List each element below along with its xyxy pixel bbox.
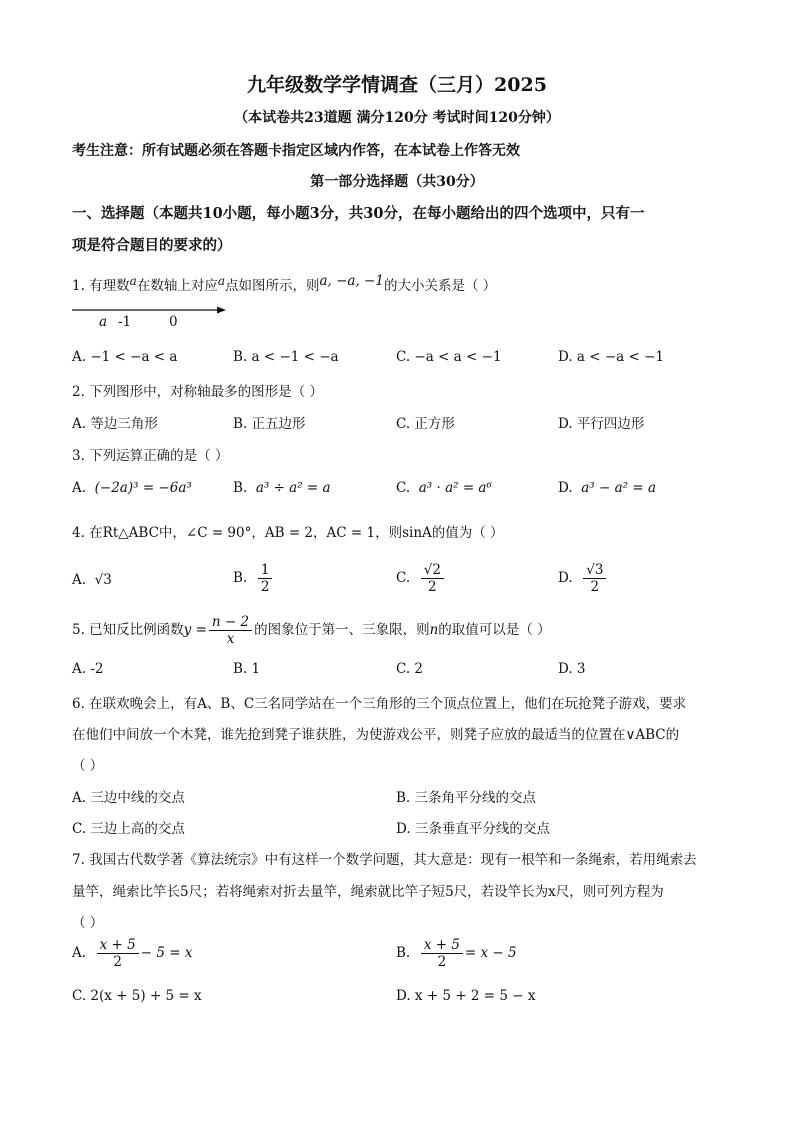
q2-option-b[interactable]: B. 正五边形 [233,416,306,432]
q4-b-label: B. [233,570,248,586]
q4-d-den: 2 [590,579,600,595]
q5-option-b[interactable]: B. 1 [233,661,261,677]
q7-a-num: x + 5 [97,937,139,954]
question-7-line1: 7. 我国古代数学著《算法统宗》中有这样一个数学问题，其大意是：现有一根竿和一条绳索，若用绳索去 [72,852,697,868]
question-7-line3: （ ） [72,915,104,931]
number-line [70,300,230,340]
q4-option-b[interactable] [233,562,274,595]
number-line-label-minus-one: -1 [118,314,132,330]
q1-option-a[interactable]: A. −1 < −a < a [72,349,178,365]
part-heading: 第一部分选择题（共30分） [310,174,484,190]
q5-text-post2: 的取值可以是（ ） [438,622,551,638]
q5-den: x [226,631,235,647]
question-5 [72,614,551,647]
q2-option-c[interactable]: C. 正方形 [396,416,455,432]
q3-a-label: A. [72,480,87,496]
section-instructions-line2: 项是符合题目的要求的） [72,237,232,254]
question-6-line1: 6. 在联欢晚会上，有A、B、C三名同学站在一个三角形的三个顶点位置上，他们在玩抢凳子游戏，要求 [72,696,687,712]
q7-b-den: 2 [437,954,447,970]
q4-a-label: A. [72,572,87,588]
q4-c-label: C. [396,570,411,586]
q4-c-num: √2 [421,562,444,579]
q4-b-den: 2 [260,579,270,595]
q3-c-label: C. [396,480,411,496]
q1-option-c[interactable]: C. −a < a < −1 [396,349,502,365]
q4-a-expr: √3 [94,572,112,588]
q5-text-pre: 5. 已知反比例函数 [72,622,184,638]
q1-var-a: a [129,274,137,288]
q1-text-pre: 1. 有理数 [72,278,130,294]
question-3: 3. 下列运算正确的是（ ） [72,448,229,464]
question-2: 2. 下列图形中，对称轴最多的图形是（ ） [72,384,323,400]
q4-c-den: 2 [428,579,437,595]
q6-option-c[interactable]: C. 三边上高的交点 [72,821,185,837]
q5-fraction [209,614,252,647]
q3-c-expr: a³ · a² = a⁶ [418,480,492,496]
q4-b-num: 1 [258,562,273,579]
q7-a-label: A. [72,945,87,961]
q3-d-label: D. [558,480,573,496]
q5-option-d[interactable]: D. 3 [558,661,586,677]
q4-option-a[interactable] [72,572,112,588]
q3-d-expr: a³ − a² = a [581,480,656,496]
number-line-label-a: a [99,314,108,330]
q7-option-d[interactable]: D. x + 5 + 2 = 5 − x [396,988,536,1004]
q5-option-a[interactable]: A. -2 [72,661,104,677]
q4-c-fraction [421,562,444,595]
exam-notice: 考生注意：所有试题必须在答题卡指定区域内作答，在本试卷上作答无效 [72,143,520,159]
q7-b-fraction [421,937,463,970]
q4-b-fraction [258,562,273,595]
q3-option-b[interactable] [233,480,331,496]
exam-title: 九年级数学学情调查（三月）2025 [247,74,547,96]
question-4: 4. 在Rt△ABC中，∠C = 90°，AB = 2，AC = 1，则sinA的值为（ ） [72,525,504,541]
q5-option-c[interactable]: C. 2 [396,661,424,677]
q4-d-label: D. [558,570,573,586]
q1-var-point: a [217,274,225,288]
number-line-arrow-icon [217,307,226,314]
question-6-line3: （ ） [72,758,104,774]
question-1 [72,274,496,294]
q6-option-d[interactable]: D. 三条垂直平分线的交点 [396,821,550,837]
q2-option-a[interactable]: A. 等边三角形 [72,416,158,432]
q1-text-post: 的大小关系是（ ） [383,278,497,294]
q4-d-num: √3 [583,562,606,579]
q7-a-fraction [97,937,139,970]
q1-option-b[interactable]: B. a < −1 < −a [233,349,339,365]
question-6-line2: 在他们中间放一个木凳，谁先抢到凳子谁获胜，为使游戏公平，则凳子应放的最适当的位置在∨ABC的 [72,727,680,743]
q7-option-c[interactable]: C. 2(x + 5) + 5 = x [72,988,202,1004]
q3-option-a[interactable] [72,480,192,496]
exam-subtitle: （本试卷共23道题 满分120分 考试时间120分钟） [234,110,560,126]
q5-text-post: 的图象位于第一、三象限，则 [254,622,430,638]
q7-b-label: B. [396,945,411,961]
q1-expr: a, −a, −1 [319,273,384,289]
q3-b-label: B. [233,480,248,496]
q4-option-c[interactable] [396,562,446,595]
q3-option-d[interactable] [558,480,656,496]
q1-text-mid1: 在数轴上对应 [136,278,218,294]
q4-option-d[interactable] [558,562,608,595]
question-7-line2: 量竿，绳索比竿长5尺；若将绳索对折去量竿，绳索就比竿子短5尺，若设竿长为x尺，则可列方程为 [72,884,664,900]
q5-y: y = [183,622,207,638]
q4-d-fraction [583,562,606,595]
q7-option-b[interactable] [396,937,517,970]
q3-a-expr: (−2a)³ = −6a³ [94,480,192,496]
q7-a-den: 2 [113,954,122,970]
q3-b-expr: a³ ÷ a² = a [255,480,331,496]
q6-option-a[interactable]: A. 三边中线的交点 [72,790,185,806]
q1-option-d[interactable]: D. a < −a < −1 [558,349,665,365]
q5-var-n: n [429,622,439,638]
q1-text-mid2: 点如图所示，则 [224,278,320,294]
q6-option-b[interactable]: B. 三条角平分线的交点 [396,790,537,806]
q7-b-rest: = x − 5 [464,945,517,961]
section-instructions-line1: 一、选择题（本题共10小题，每小题3分，共30分，在每小题给出的四个选项中，只有一 [72,205,645,222]
number-line-label-zero: 0 [169,314,178,330]
q3-option-c[interactable] [396,480,492,496]
q7-option-a[interactable] [72,937,192,970]
q7-a-rest: − 5 = x [140,945,193,961]
q5-num: n − 2 [209,614,252,631]
q2-option-d[interactable]: D. 平行四边形 [558,416,645,432]
q7-b-num: x + 5 [421,937,463,954]
